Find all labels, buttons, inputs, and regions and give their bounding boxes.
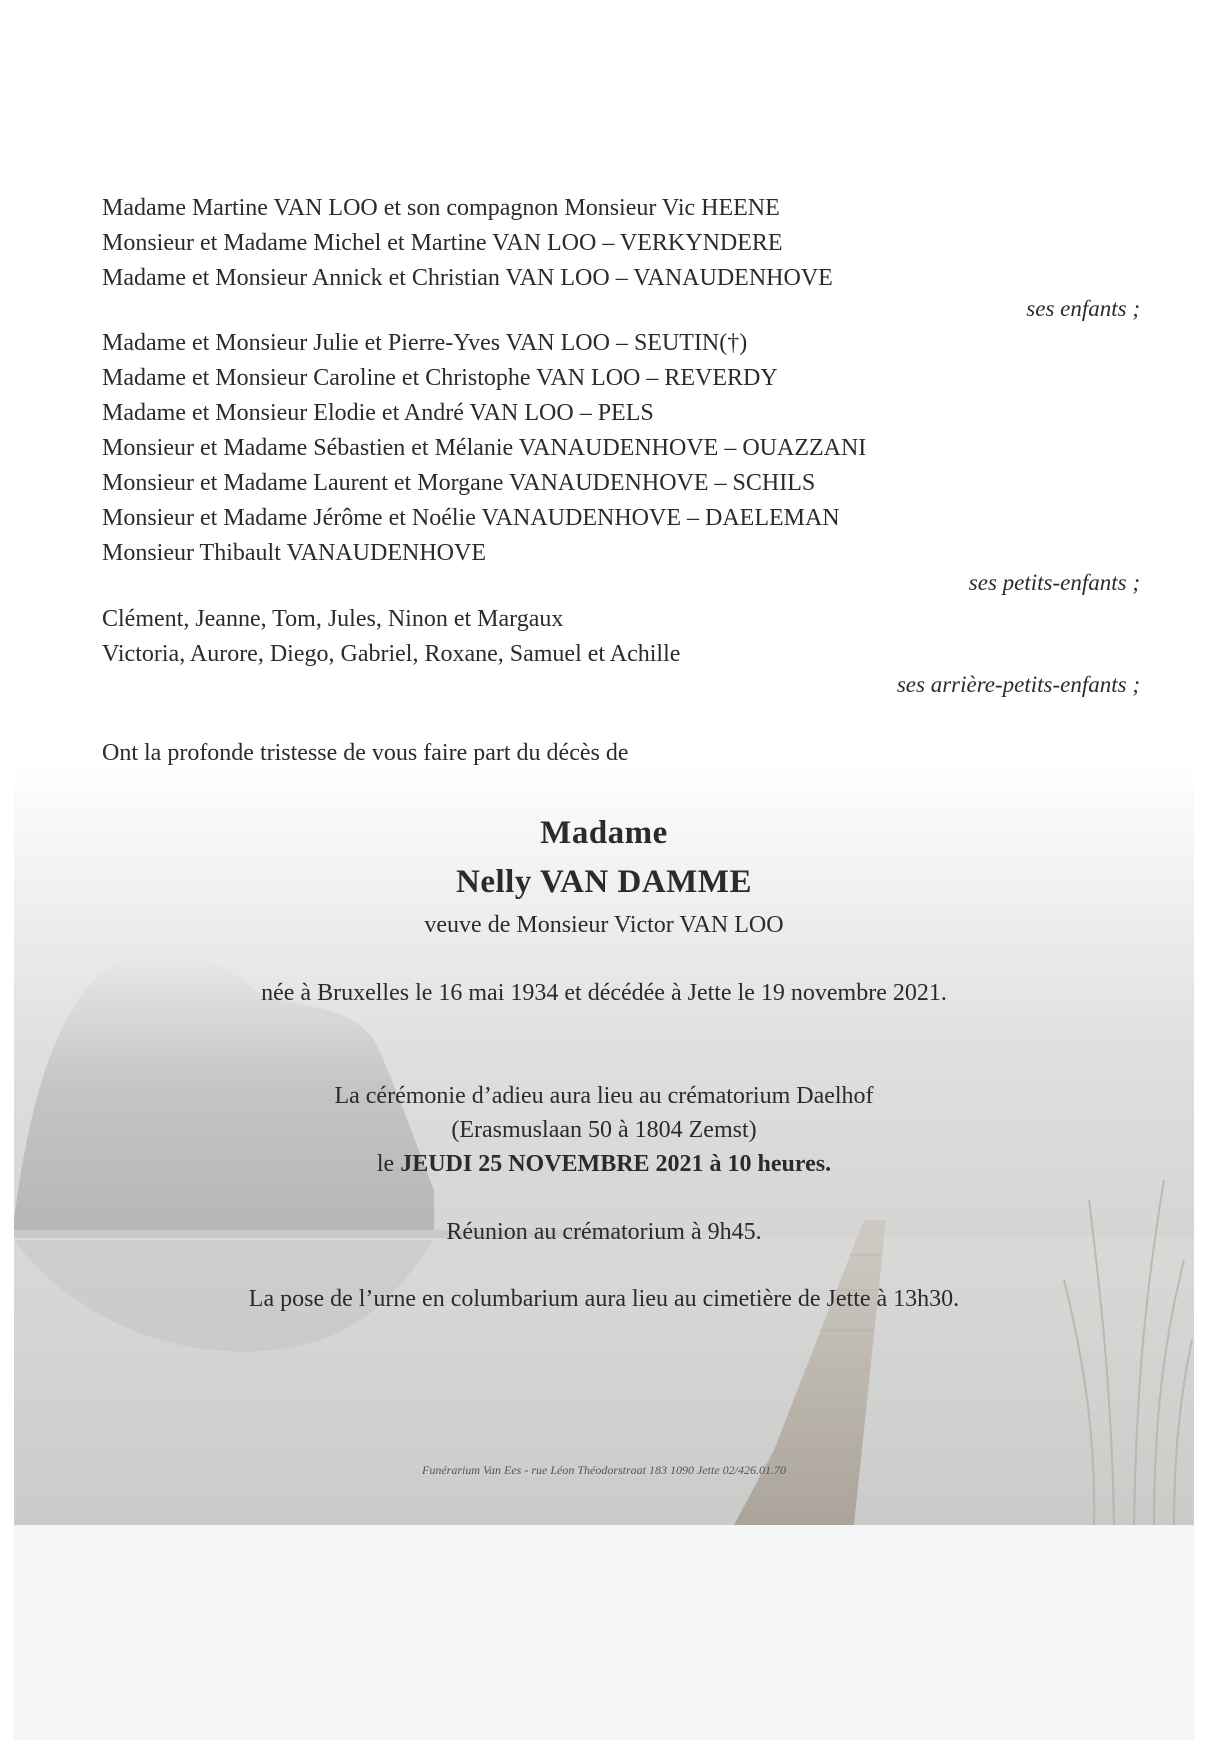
grandchild-entry: Monsieur et Madame Laurent et Morgane VANAUDENHOVE – SCHILS xyxy=(102,470,816,496)
child-entry: Madame Martine VAN LOO et son compagnon Monsieur Vic HEENE xyxy=(102,195,780,221)
grandchild-entry: Madame et Monsieur Caroline et Christophe VAN LOO – REVERDY xyxy=(102,365,778,391)
widow-of-line: veuve de Monsieur Victor VAN LOO xyxy=(424,912,784,938)
deceased-title: Madame xyxy=(540,815,668,851)
urn-placement-info: La pose de l’urne en columbarium aura lieu au cimetière de Jette à 13h30. xyxy=(248,1286,960,1312)
bottom-margin xyxy=(14,1525,1194,1740)
ceremony-location: La cérémonie d’adieu aura lieu au crématorium Daelhof xyxy=(334,1083,874,1109)
birth-death-dates: née à Bruxelles le 16 mai 1934 et décédée à Jette le 19 novembre 2021. xyxy=(261,980,947,1006)
grandchild-entry: Madame et Monsieur Elodie et André VAN LOO – PELS xyxy=(102,400,654,426)
child-entry: Madame et Monsieur Annick et Christian VAN LOO – VANAUDENHOVE xyxy=(102,265,833,291)
child-entry: Monsieur et Madame Michel et Martine VAN LOO – VERKYNDERE xyxy=(102,230,783,256)
funeral-home-footer: Funérarium Van Ees - rue Léon Théodorstraat 183 1090 Jette 02/426.01.70 xyxy=(422,1463,786,1477)
announcement-intro: Ont la profonde tristesse de vous faire part du décès de xyxy=(102,740,629,766)
great-grandchildren-list xyxy=(102,602,680,672)
grandchild-entry: Monsieur et Madame Sébastien et Mélanie VANAUDENHOVE – OUAZZANI xyxy=(102,435,867,461)
deceased-name: Nelly VAN DAMME xyxy=(456,864,752,900)
great-grandchild-entry: Victoria, Aurore, Diego, Gabriel, Roxane, Samuel et Achille xyxy=(102,641,681,667)
grandchildren-list xyxy=(102,326,866,571)
ceremony-date-suffix: . xyxy=(825,1151,832,1177)
ceremony-date-prefix: le xyxy=(376,1151,395,1177)
ceremony-date: JEUDI 25 NOVEMBRE 2021 à 10 heures xyxy=(400,1151,826,1177)
grandchild-entry: Monsieur Thibault VANAUDENHOVE xyxy=(102,540,486,566)
grandchild-entry: Monsieur et Madame Jérôme et Noélie VANAUDENHOVE – DAELEMAN xyxy=(102,505,840,531)
ceremony-address: (Erasmuslaan 50 à 1804 Zemst) xyxy=(451,1117,757,1143)
grandchild-entry: Madame et Monsieur Julie et Pierre-Yves VAN LOO – SEUTIN(†) xyxy=(102,330,748,356)
great-grandchild-entry: Clément, Jeanne, Tom, Jules, Ninon et Margaux xyxy=(102,606,564,632)
children-role-label: ses enfants ; xyxy=(1026,296,1140,321)
ceremony-date-line xyxy=(0,1151,1208,1178)
meeting-info: Réunion au crématorium à 9h45. xyxy=(446,1219,762,1245)
children-list xyxy=(102,191,833,296)
great-grandchildren-role-label: ses arrière-petits-enfants ; xyxy=(896,672,1140,697)
grandchildren-role-label: ses petits-enfants ; xyxy=(968,570,1140,595)
